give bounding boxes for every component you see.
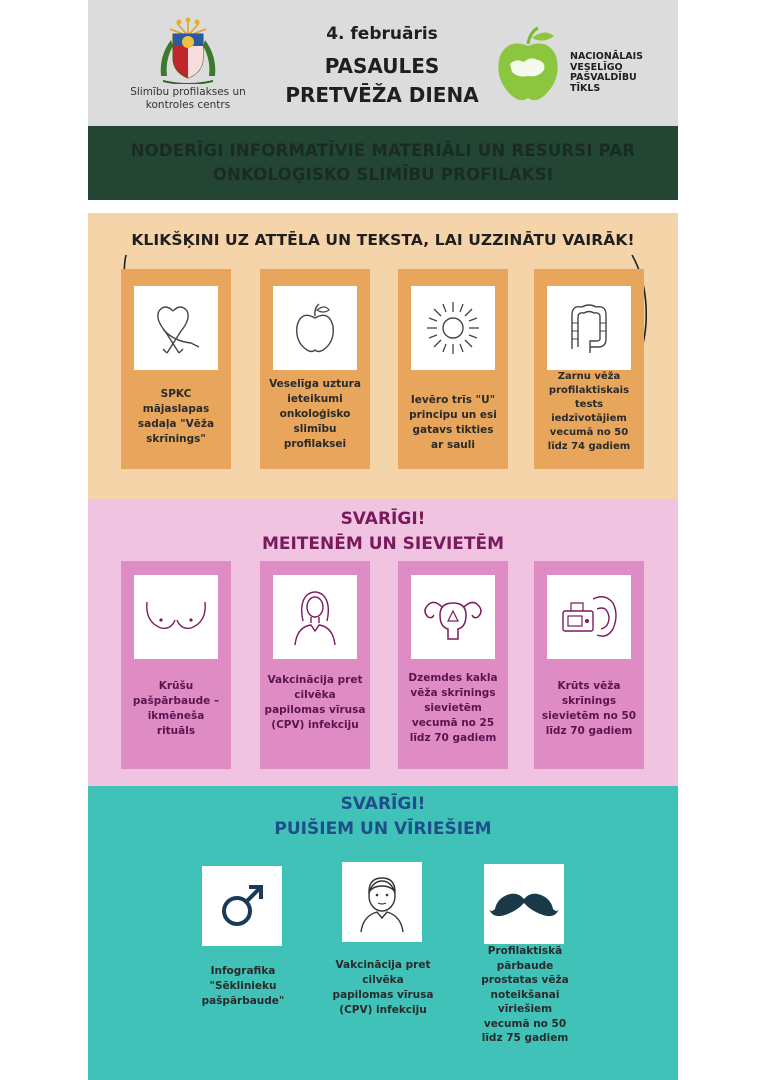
card-label (401, 393, 505, 453)
card-colon-screening[interactable] (534, 269, 644, 469)
label-line: noteikšanai (490, 988, 560, 1001)
label-line: profilaksei (283, 438, 347, 450)
men-section-title (88, 792, 678, 842)
card-icon-box (134, 575, 218, 659)
label-line: papilomas vīrusa (332, 989, 434, 1001)
coat-of-arms-icon (153, 16, 223, 84)
women-section-title (88, 507, 678, 557)
card-sun-safety[interactable] (398, 269, 508, 469)
section-title-line: SVARĪGI! (340, 794, 426, 814)
card-label (401, 671, 505, 746)
card-label (328, 958, 438, 1018)
event-title-line: PASAULES (324, 54, 440, 78)
label-line: skrīnings (561, 695, 617, 707)
label-line: iedzīvotājiem (551, 413, 627, 424)
label-line: līdz 70 gadiem (545, 725, 633, 737)
card-label (470, 944, 580, 1046)
banner-line: ONKOLOĢISKO SLIMĪBU PROFILAKSI (212, 165, 554, 184)
label-line: rituāls (156, 725, 196, 737)
label-line: Dzemdes kakla (408, 672, 498, 684)
general-section (88, 213, 678, 499)
label-line: ikmēneša (147, 710, 205, 722)
card-testicle-self-exam[interactable] (188, 866, 298, 1026)
colon-icon (558, 297, 620, 359)
label-line: tests (574, 399, 604, 410)
label-line: (CPV) infekciju (339, 1004, 427, 1016)
section-title-line: PUIŠIEM UN VĪRIEŠIEM (274, 819, 492, 839)
label-line: Vakcinācija pret (335, 959, 431, 971)
card-cervical-screening[interactable] (398, 561, 508, 769)
partner-name-line: TĪKLS (570, 82, 601, 94)
card-icon-box (202, 866, 282, 946)
green-apple-icon (494, 26, 562, 104)
ribbon-icon (145, 297, 207, 359)
card-icon-box (273, 286, 357, 370)
card-vaza-skrinings[interactable] (121, 269, 231, 469)
label-line: Veselīga uztura (269, 378, 361, 390)
org-name-line: kontroles centrs (145, 99, 231, 111)
card-hpv-vaccination-women[interactable] (260, 561, 370, 769)
partner-name-line: NACIONĀLAIS (570, 51, 643, 62)
event-date: 4. februāris (326, 24, 438, 44)
label-line: SPKC (160, 388, 192, 400)
label-line: Zarnu vēža (557, 371, 621, 382)
card-icon-box (134, 286, 218, 370)
card-icon-box (484, 864, 564, 944)
label-line: principu un esi (409, 409, 497, 421)
card-breast-screening[interactable] (534, 561, 644, 769)
label-line: gatavs tikties (412, 424, 494, 436)
card-label (263, 673, 367, 733)
uterus-icon (420, 589, 486, 645)
women-section (88, 499, 678, 786)
label-line: skrīnings" (146, 433, 206, 445)
banner-text (131, 139, 636, 187)
poster (88, 0, 678, 1080)
card-icon-box (547, 575, 631, 659)
label-line: vecumā no 50 (483, 1017, 567, 1030)
banner-line: NODERĪGI INFORMATĪVIE MATERIĀLI UN RESURSI PAR (130, 141, 636, 160)
label-line: cilvēka (362, 974, 404, 986)
label-line: sievietēm (424, 702, 482, 714)
card-label (124, 679, 228, 739)
event-title (272, 52, 492, 110)
label-line: profilaktiskais (548, 385, 630, 396)
label-line: Krūšu (158, 680, 194, 692)
partner-logo[interactable] (494, 26, 678, 106)
mammography-icon (557, 589, 621, 645)
resources-banner (88, 126, 678, 200)
label-line: līdz 74 gadiem (547, 441, 631, 452)
card-icon-box (547, 286, 631, 370)
label-line: līdz 70 gadiem (409, 732, 497, 744)
card-hpv-vaccination-men[interactable] (328, 862, 438, 1042)
label-line: Krūts vēža (557, 680, 621, 692)
section-title-line: MEITENĒM UN SIEVIETĒM (261, 534, 505, 554)
label-line: Ievēro trīs "U" (410, 394, 496, 406)
men-section (88, 786, 678, 1080)
label-line: ieteikumi (287, 393, 343, 405)
section-title-line: SVARĪGI! (340, 509, 426, 529)
label-line: sievietēm no 50 (541, 710, 637, 722)
partner-name-line: VESELĪGO (570, 61, 623, 73)
card-icon-box (411, 575, 495, 659)
label-line: pašpārbaude – (132, 695, 220, 707)
spkc-logo[interactable] (108, 16, 268, 116)
org-name-line: Slimību profilakses un (130, 86, 246, 98)
header (88, 0, 678, 126)
label-line: mājaslapas (142, 403, 210, 415)
card-healthy-nutrition[interactable] (260, 269, 370, 469)
label-line: "Sēklinieku (209, 980, 277, 992)
apple-icon (287, 300, 343, 356)
label-line: vēža skrīnings (410, 687, 496, 699)
card-label (263, 377, 367, 452)
label-line: prostatas vēža (481, 974, 569, 986)
card-label (537, 679, 641, 739)
card-label (124, 387, 228, 447)
click-instruction: KLIKŠĶINI UZ ATTĒLA UN TEKSTA, LAI UZZINĀTU VAIRĀK! (131, 231, 635, 249)
card-label (188, 964, 298, 1009)
card-icon-box (411, 286, 495, 370)
sun-icon (423, 298, 483, 358)
label-line: Vakcinācija pret (267, 674, 363, 686)
label-line: vecumā no 50 (549, 427, 629, 438)
label-line: onkoloģisko (279, 408, 351, 420)
mustache-icon (489, 889, 559, 919)
label-line: Profilaktiskā (487, 945, 563, 957)
label-line: sadaļa "Vēža (137, 418, 215, 430)
partner-name (570, 52, 643, 94)
label-line: papilomas vīrusa (264, 704, 366, 716)
card-prostate-check[interactable] (470, 864, 580, 1064)
card-breast-self-exam[interactable] (121, 561, 231, 769)
label-line: ar sauli (431, 439, 475, 451)
label-line: Infografika (210, 965, 276, 977)
boy-icon (353, 870, 411, 934)
card-icon-box (342, 862, 422, 942)
male-symbol-icon (217, 881, 267, 931)
label-line: slimību (293, 423, 337, 435)
card-icon-box (273, 575, 357, 659)
label-line: vecumā no 25 (411, 717, 495, 729)
label-line: (CPV) infekciju (271, 719, 359, 731)
label-line: līdz 75 gadiem (481, 1032, 569, 1044)
breast-icon (143, 592, 209, 642)
woman-icon (285, 585, 345, 649)
org-name (108, 86, 268, 112)
label-line: pašpārbaude" (201, 995, 285, 1007)
label-line: cilvēka (294, 689, 336, 701)
label-line: vīriešiem (497, 1003, 553, 1015)
label-line: pārbaude (496, 959, 554, 972)
card-label (537, 370, 641, 454)
event-title-line: PRETVĒŽA DIENA (285, 83, 479, 107)
partner-name-line: PAŠVALDĪBU (570, 72, 637, 83)
